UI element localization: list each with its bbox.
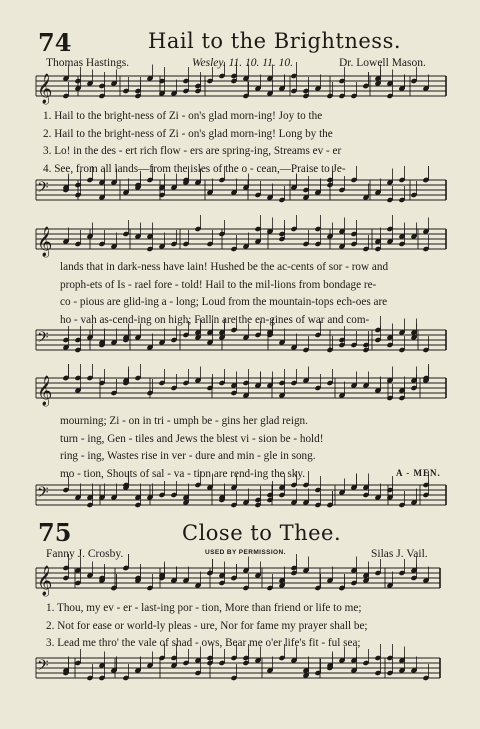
treble-clef-icon: 𝄞 [37,74,53,104]
hymn-number: 75 [38,518,72,547]
amen-label: A - MEN. [396,468,441,478]
bass-clef-icon: 𝄢 [37,484,49,505]
lyric-line: turn - ing, Gen - tiles and Jews the blest vi - sion be - hold! [60,432,324,445]
bass-clef-icon: 𝄢 [37,657,49,678]
lyric-line: 3. Lead me thro' the vale of shad - ows, Bear me o'er life's fit - ful sea; [46,637,361,650]
lyric-line: 2. Hail to the bright-ness of Zi - on's glad morn-ing! Long by the [43,127,333,140]
hymn-number: 74 [38,28,72,57]
lyric-line: 4. See, from all lands—from the isles of the o - cean,—Praise to Je- [43,162,346,175]
tune-meter: Wesley. 11. 10. 11. 10. [192,57,294,69]
lyric-line: co - pious are glid-ing a - long; Loud from the mountain-tops ech-oes are [60,296,388,309]
hymn-composer: Dr. Lowell Mason. [339,57,426,69]
staves [36,76,446,678]
treble-clef-icon: 𝄞 [37,566,53,596]
lyric-line: proph-ets of Is - rael fore - told! Hail to the mil-lions from bondage re- [60,278,377,291]
lyric-line: ho - vah as-cend-ing on high; Fall'n are the en-gines of war and com- [60,313,370,326]
lyric-line: 1. Thou, my ev - er - last-ing por - tion, More than friend or life to me; [46,602,362,614]
treble-clef-icon: 𝄞 [37,376,53,406]
hymn-title: Hail to the Brightness. [148,29,402,53]
bass-clef-icon: 𝄢 [37,329,49,350]
lyric-line: 1. Hail to the bright-ness of Zi - on's glad morn-ing! Joy to the [43,110,323,122]
lyric-line: mourning; Zi - on in tri - umph be - gins her glad reign. [60,415,308,427]
treble-clef-icon: 𝄞 [37,227,53,257]
lyric-line: 3. Lo! in the des - ert rich flow - ers are spring-ing, Streams ev - er [43,145,342,158]
lyric-line: ring - ing, Wastes rise in ver - dure and min - gle in song. [60,450,316,463]
permission-note: USED BY PERMISSION. [205,549,286,556]
hymn-author: Fanny J. Crosby. [46,548,124,560]
bass-clef-icon: 𝄢 [37,179,49,200]
hymn-title: Close to Thee. [182,521,342,545]
lyric-line: mo - tion, Shouts of sal - va - tion are rend-ing the sky. [60,467,306,480]
hymn-composer: Silas J. Vail. [371,548,428,560]
hymn-author: Thomas Hastings. [46,57,130,69]
clefs [37,73,52,678]
lyric-line: lands that in dark-ness have lain! Hushed be the ac-cents of sor - row and [60,261,389,273]
lyric-line: 2. Not for ease or world-ly pleas - ure, Nor for fame my prayer shall be; [46,619,368,632]
